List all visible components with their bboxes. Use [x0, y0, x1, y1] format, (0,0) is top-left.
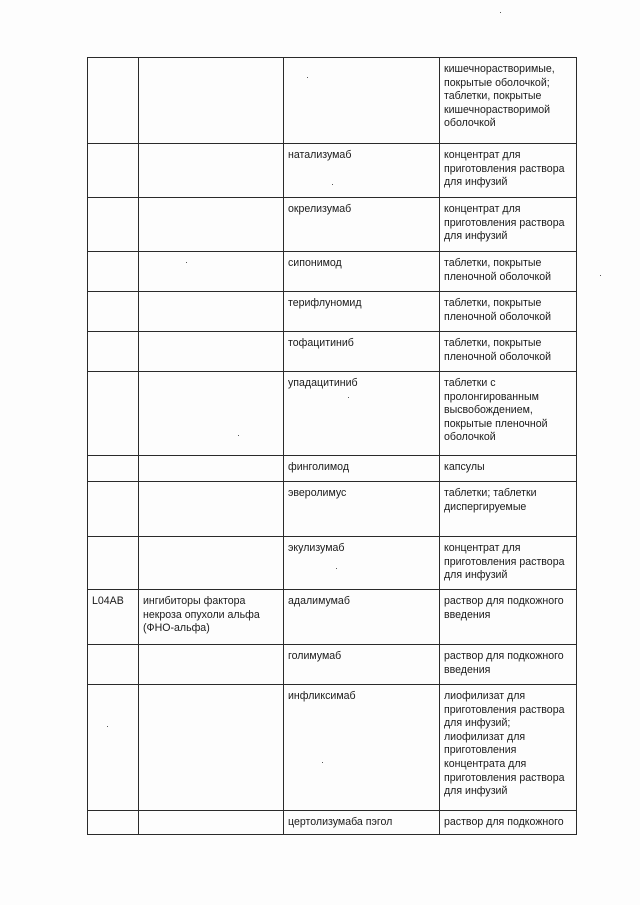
- atc-code-cell: [88, 252, 139, 292]
- dosage-form-cell: концентрат для приготовления раствора для инфузий: [440, 198, 577, 252]
- drug-name-cell: адалимумаб: [284, 590, 440, 645]
- group-cell: [139, 372, 284, 456]
- drug-name-cell: натализумаб: [284, 144, 440, 198]
- drug-name-cell: инфликсимаб: [284, 685, 440, 811]
- dosage-form-cell: лиофилизат для приготовления раствора для инфузий; лиофилизат для приготовления концентрата для приготовления раствора для инфузий: [440, 685, 577, 811]
- atc-code-cell: [88, 811, 139, 835]
- scan-speck: [307, 77, 308, 78]
- table-row: [88, 58, 577, 144]
- dosage-form-cell: концентрат для приготовления раствора для инфузий: [440, 144, 577, 198]
- dosage-form-cell: таблетки; таблетки диспергируемые: [440, 482, 577, 537]
- atc-code-cell: [88, 456, 139, 482]
- table-row: [88, 590, 577, 645]
- scan-speck: [238, 435, 239, 436]
- atc-code-cell: [88, 144, 139, 198]
- table-row: [88, 332, 577, 372]
- group-cell: [139, 144, 284, 198]
- group-cell: [139, 811, 284, 835]
- group-cell: [139, 198, 284, 252]
- group-cell: [139, 645, 284, 685]
- atc-code-cell: [88, 58, 139, 144]
- table-row: [88, 645, 577, 685]
- dosage-form-cell: кишечнорастворимые, покрытые оболочкой; таблетки, покрытые кишечнорастворимой оболочкой: [440, 58, 577, 144]
- atc-code-cell: [88, 645, 139, 685]
- dosage-form-cell: концентрат для приготовления раствора для инфузий: [440, 537, 577, 590]
- dosage-form-cell: таблетки, покрытые пленочной оболочкой: [440, 332, 577, 372]
- drug-name-cell: голимумаб: [284, 645, 440, 685]
- table-row: [88, 456, 577, 482]
- table-row: [88, 372, 577, 456]
- table-row: [88, 144, 577, 198]
- scan-speck: [336, 568, 337, 569]
- dosage-form-cell: таблетки, покрытые пленочной оболочкой: [440, 292, 577, 332]
- table-row: [88, 685, 577, 811]
- table-row: [88, 198, 577, 252]
- scan-speck: [348, 397, 349, 398]
- group-cell: [139, 292, 284, 332]
- scan-speck: [107, 726, 108, 727]
- atc-code-cell: [88, 537, 139, 590]
- medicines-table: [87, 57, 577, 835]
- atc-code-cell: [88, 372, 139, 456]
- atc-code-cell: [88, 198, 139, 252]
- drug-name-cell: [284, 58, 440, 144]
- drug-name-cell: цертолизумаба пэгол: [284, 811, 440, 835]
- dosage-form-cell: таблетки с пролонгированным высвобождением, покрытые пленочной оболочкой: [440, 372, 577, 456]
- table-row: [88, 252, 577, 292]
- drug-name-cell: окрелизумаб: [284, 198, 440, 252]
- atc-code-cell: [88, 482, 139, 537]
- group-cell: [139, 482, 284, 537]
- drug-name-cell: тофацитиниб: [284, 332, 440, 372]
- scan-speck: [322, 762, 323, 763]
- dosage-form-cell: раствор для подкожного: [440, 811, 577, 835]
- atc-code-cell: [88, 292, 139, 332]
- group-cell: [139, 537, 284, 590]
- group-cell: [139, 685, 284, 811]
- drug-name-cell: экулизумаб: [284, 537, 440, 590]
- table-row: [88, 811, 577, 835]
- dosage-form-cell: раствор для подкожного введения: [440, 590, 577, 645]
- group-cell: ингибиторы фактора некроза опухоли альфа (ФНО-альфа): [139, 590, 284, 645]
- drug-name-cell: финголимод: [284, 456, 440, 482]
- dosage-form-cell: раствор для подкожного введения: [440, 645, 577, 685]
- drug-name-cell: эверолимус: [284, 482, 440, 537]
- scan-speck: [332, 184, 333, 185]
- scan-speck: [600, 275, 601, 276]
- atc-code-cell: [88, 332, 139, 372]
- table-row: [88, 482, 577, 537]
- atc-code-cell: L04AB: [88, 590, 139, 645]
- drug-name-cell: упадацитиниб: [284, 372, 440, 456]
- group-cell: [139, 252, 284, 292]
- dosage-form-cell: таблетки, покрытые пленочной оболочкой: [440, 252, 577, 292]
- group-cell: [139, 332, 284, 372]
- scan-speck: [186, 262, 187, 263]
- table-row: [88, 537, 577, 590]
- table-row: [88, 292, 577, 332]
- group-cell: [139, 58, 284, 144]
- scan-speck: [500, 12, 501, 13]
- atc-code-cell: [88, 685, 139, 811]
- drug-name-cell: сипонимод: [284, 252, 440, 292]
- dosage-form-cell: капсулы: [440, 456, 577, 482]
- drug-name-cell: терифлуномид: [284, 292, 440, 332]
- group-cell: [139, 456, 284, 482]
